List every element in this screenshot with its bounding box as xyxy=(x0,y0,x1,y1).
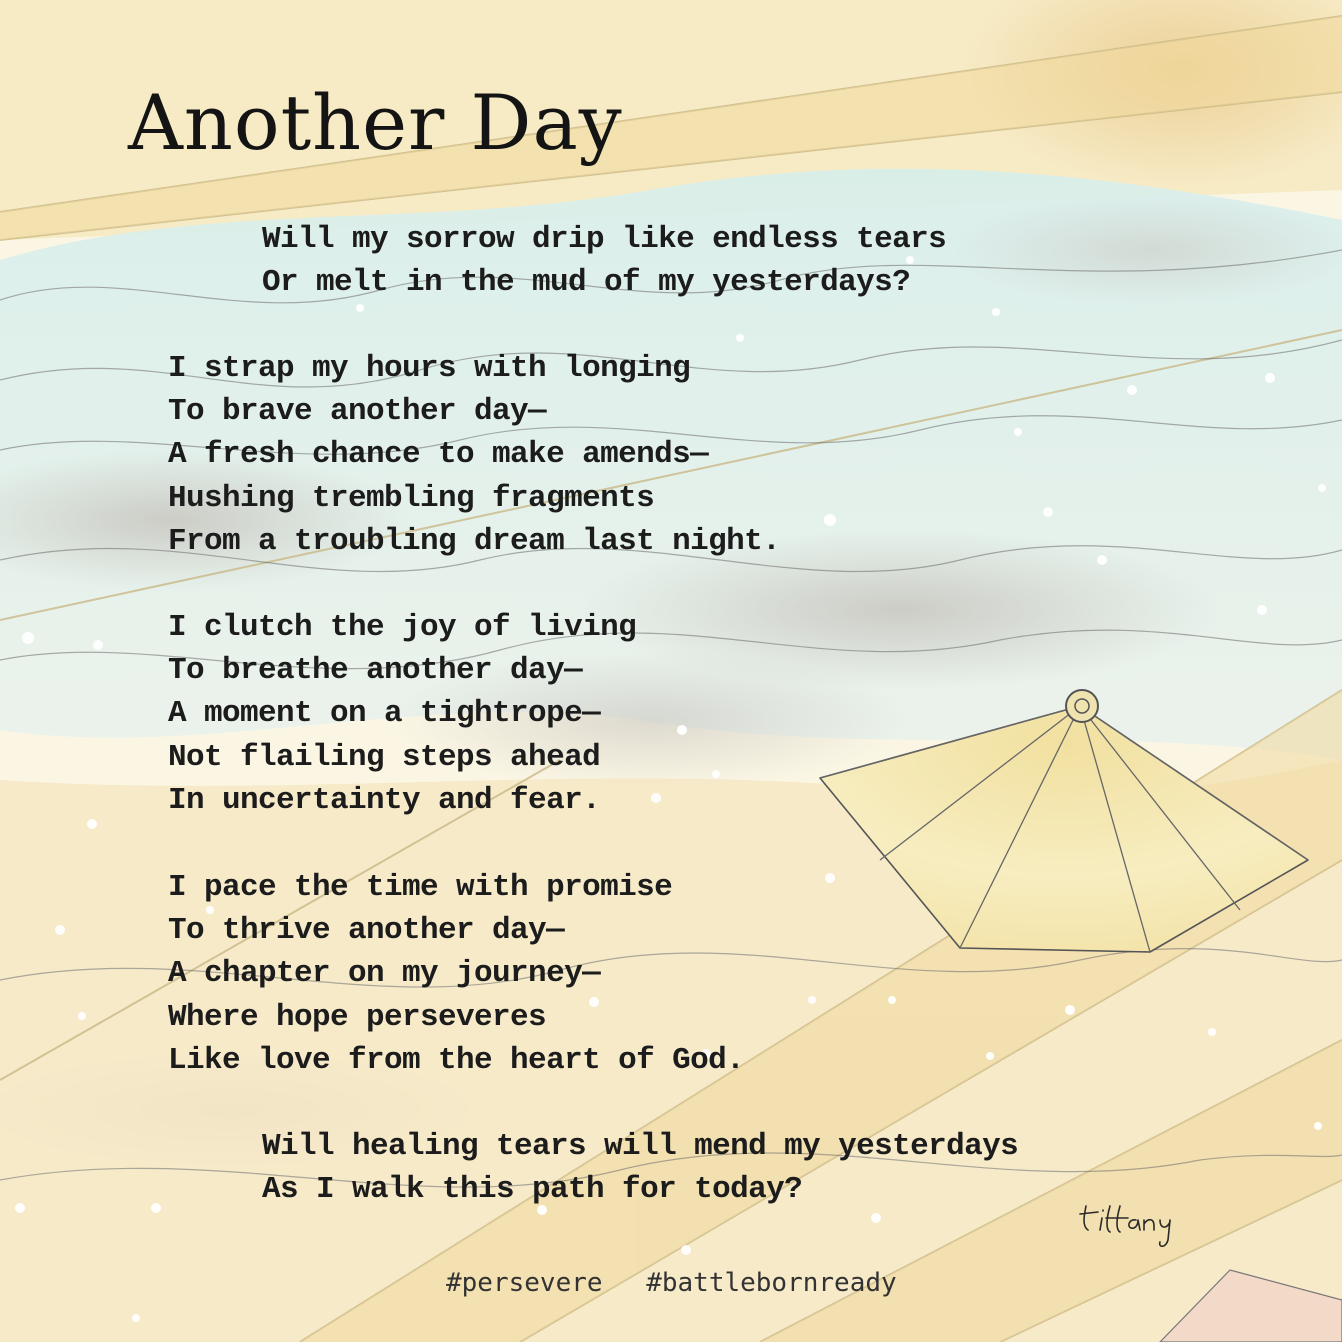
poem-line: A fresh chance to make amends— xyxy=(168,437,709,473)
poem-line: To breathe another day— xyxy=(168,653,583,689)
poem-line: A moment on a tightrope— xyxy=(168,696,601,732)
cloud xyxy=(950,195,1342,305)
signature xyxy=(1076,1196,1186,1260)
stanza-4 xyxy=(168,866,744,1082)
stanza-2 xyxy=(168,347,780,563)
poem-line: Will my sorrow drip like endless tears xyxy=(262,222,947,257)
hashtag: #persevere xyxy=(446,1268,603,1298)
poem-title: Another Day xyxy=(128,78,623,167)
hashtags xyxy=(446,1268,897,1298)
hashtag: #battlebornready xyxy=(646,1268,897,1298)
poem-line: From a troubling dream last night. xyxy=(168,523,781,559)
poem-line: Where hope perseveres xyxy=(168,999,547,1035)
poem-line: A chapter on my journey— xyxy=(168,956,601,992)
poem-line: Will healing tears will mend my yesterdays xyxy=(262,1129,1019,1164)
poem-line: Hushing trembling fragments xyxy=(168,480,655,516)
poem-line: Like love from the heart of God. xyxy=(168,1042,745,1078)
poem-line: I clutch the joy of living xyxy=(168,610,637,645)
stanza-1 xyxy=(262,218,946,304)
stanza-5 xyxy=(262,1125,1018,1211)
poem-line: To brave another day— xyxy=(168,394,547,430)
stanza-3 xyxy=(168,606,636,822)
poem-line: Not flailing steps ahead xyxy=(168,739,601,775)
poem-line: I strap my hours with longing xyxy=(168,351,691,386)
poem-line: As I walk this path for today? xyxy=(262,1172,803,1208)
poem-line: Or melt in the mud of my yesterdays? xyxy=(262,265,911,301)
poem-line: In uncertainty and fear. xyxy=(168,782,601,818)
poem-line: I pace the time with promise xyxy=(168,870,673,905)
poem-line: To thrive another day— xyxy=(168,913,565,949)
